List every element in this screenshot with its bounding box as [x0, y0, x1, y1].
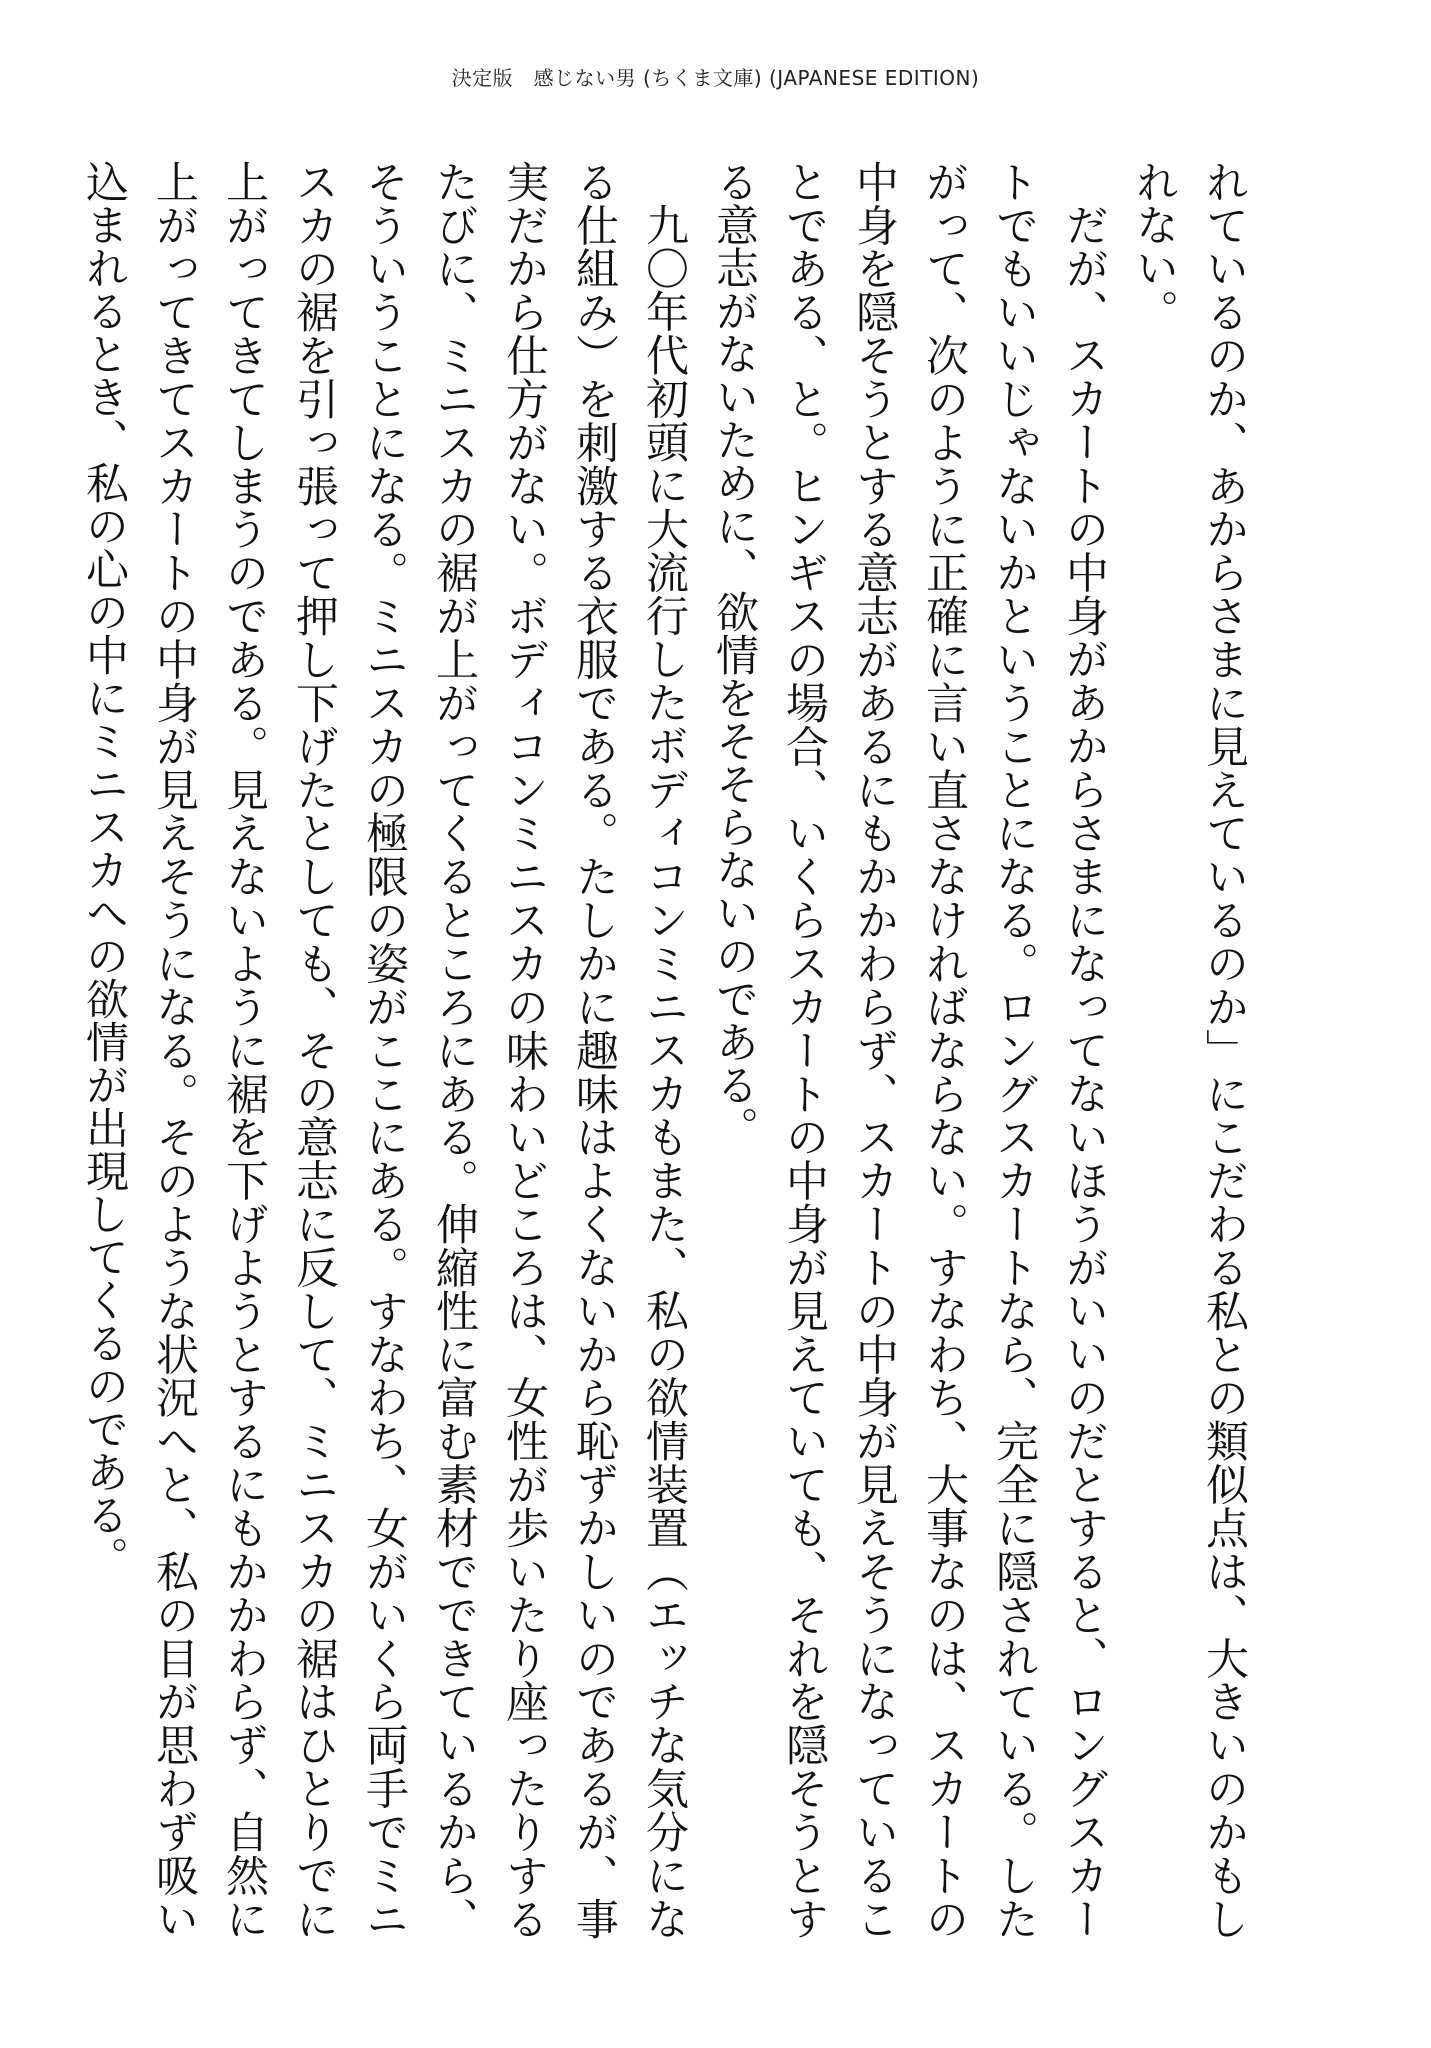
- vertical-body-text: [69, 160, 1259, 1940]
- paragraph-2: だが、スカートの中身があからさまになってないほうがいいのだとすると、ロングスカートでもいいじゃないかということになる。ロングスカートなら、完全に隠されている。したがって、次のように正確に言い直さなければならない。すなわち、大事なのは、スカートの中身を隠そうとする意志があるにもかかわらず、スカートの中身が見えそうになっていることである、と。ヒンギスの場合、いくらスカートの中身が見えていても、それを隠そうとする意志がないために、欲情をそそらないのである。: [709, 160, 1109, 1941]
- page-header: 決定版 感じない男 (ちくま文庫) (JAPANESE EDITION): [451, 66, 980, 90]
- paragraph-3: 九〇年代初頭に大流行したボディコンミニスカもまた、私の欲情装置（エッチな気分になる仕組み）を刺激する衣服である。たしかに趣味はよくないから恥ずかしいのであるが、事実だから仕方がない。ボディコンミニスカの味わいどころは、女性が歩いたり座ったりするたびに、ミニスカの裾が上がってくるところにある。伸縮性に富む素材でできているから、そういうことになる。ミニスカの極限の姿がここにある。すなわち、女がいくら両手でミニスカの裾を引っ張って押し下げたとしても、その意志に反して、ミニスカの裾はひとりでに上がってきてしまうのである。見えないように裾を下げようとするにもかかわらず、自然に上がってきてスカートの中身が見えそうになる。そのような状況へと、私の目が思わず吸い込まれるとき、私の心の中にミニスカへの欲情が出現してくるのである。: [79, 160, 689, 1941]
- paragraph-1: れているのか、あからさまに見えているのか」にこだわる私との類似点は、大きいのかもしれない。: [1129, 160, 1249, 1940]
